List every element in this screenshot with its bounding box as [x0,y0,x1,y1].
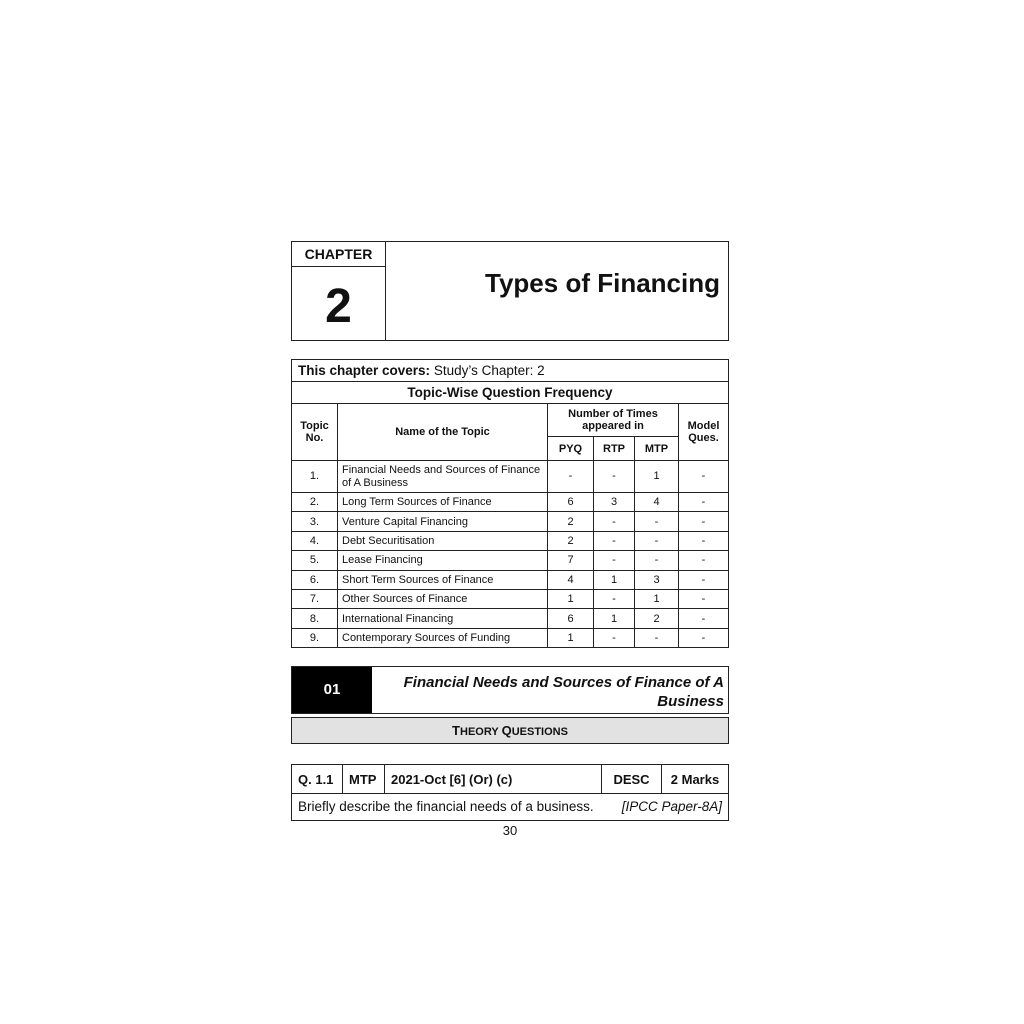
header-appeared: Number of Times appeared in [548,404,679,437]
section-header [291,666,729,714]
question-marks: 2 Marks [662,765,729,794]
rtp-count: - [594,589,635,608]
pyq-count: 6 [548,609,594,628]
pyq-count: 7 [548,551,594,570]
header-model-ques: Model Ques. [679,404,729,461]
pyq-count: 1 [548,628,594,647]
model-count: - [679,493,729,512]
table-row [292,531,729,550]
mtp-count: - [635,628,679,647]
rtp-count: - [594,531,635,550]
chapter-title: Types of Financing [485,268,720,298]
section-number: 01 [292,667,372,713]
table-row [292,493,729,512]
rtp-count: - [594,512,635,531]
mtp-count: - [635,551,679,570]
model-count: - [679,531,729,550]
theory-t: T [452,723,460,738]
chapter-coverage [291,359,729,381]
header-rtp: RTP [594,437,635,461]
topic-no: 5. [292,551,338,570]
section-title: Financial Needs and Sources of Finance of A Business [403,674,724,710]
model-count: - [679,589,729,608]
table-row [292,609,729,628]
page-number: 30 [502,823,518,838]
topic-name: Financial Needs and Sources of Finance of A Business [338,461,548,493]
header-pyq: PYQ [548,437,594,461]
question-source: MTP [343,765,385,794]
chapter-header [291,241,729,341]
question-id: Q. 1.1 [292,765,343,794]
topic-name: Debt Securitisation [338,531,548,550]
header-topic-name: Name of the Topic [338,404,548,461]
mtp-count: 1 [635,589,679,608]
pyq-count: 2 [548,531,594,550]
topic-name: Contemporary Sources of Funding [338,628,548,647]
topic-name: Long Term Sources of Finance [338,493,548,512]
topic-no: 8. [292,609,338,628]
topic-name: International Financing [338,609,548,628]
header-topic-no: Topic No. [292,404,338,461]
mtp-count: 2 [635,609,679,628]
pyq-count: 6 [548,493,594,512]
topic-no: 9. [292,628,338,647]
theory-q: Q [501,723,512,738]
mtp-count: 1 [635,461,679,493]
model-count: - [679,551,729,570]
table-row [292,628,729,647]
theory-rest: HEORY [460,726,502,738]
chapter-number: 2 [292,267,386,341]
header-mtp: MTP [635,437,679,461]
topic-no: 6. [292,570,338,589]
mtp-count: 3 [635,570,679,589]
coverage-prefix: This chapter covers: [298,363,431,378]
rtp-count: - [594,628,635,647]
topic-name: Short Term Sources of Finance [338,570,548,589]
frequency-table-title: Topic-Wise Question Frequency [291,381,729,403]
topic-no: 3. [292,512,338,531]
mtp-count: - [635,531,679,550]
topic-no: 1. [292,461,338,493]
pyq-count: 4 [548,570,594,589]
rtp-count: 1 [594,570,635,589]
rtp-count: 1 [594,609,635,628]
frequency-table [291,403,729,648]
mtp-count: 4 [635,493,679,512]
table-row [292,570,729,589]
model-count: - [679,461,729,493]
coverage-text: Study’s Chapter: 2 [433,363,545,378]
table-row [292,512,729,531]
topic-name: Other Sources of Finance [338,589,548,608]
model-count: - [679,609,729,628]
chapter-label: CHAPTER [292,242,386,267]
topic-no: 2. [292,493,338,512]
theory-questions-bar [291,717,729,744]
rtp-count: - [594,461,635,493]
topic-name: Venture Capital Financing [338,512,548,531]
question-text: Briefly describe the financial needs of a business. [298,799,594,814]
pyq-count: 1 [548,589,594,608]
question-header [291,764,729,794]
question-reference: [IPCC Paper-8A] [621,799,722,814]
topic-no: 7. [292,589,338,608]
theory-rest-2: UESTIONS [511,726,568,738]
question-body [291,793,729,821]
mtp-count: - [635,512,679,531]
table-row [292,461,729,493]
table-row [292,551,729,570]
topic-name: Lease Financing [338,551,548,570]
rtp-count: - [594,551,635,570]
question-type: DESC [602,765,662,794]
rtp-count: 3 [594,493,635,512]
pyq-count: 2 [548,512,594,531]
model-count: - [679,512,729,531]
table-row [292,589,729,608]
question-exam: 2021-Oct [6] (Or) (c) [385,765,602,794]
model-count: - [679,628,729,647]
model-count: - [679,570,729,589]
topic-no: 4. [292,531,338,550]
pyq-count: - [548,461,594,493]
